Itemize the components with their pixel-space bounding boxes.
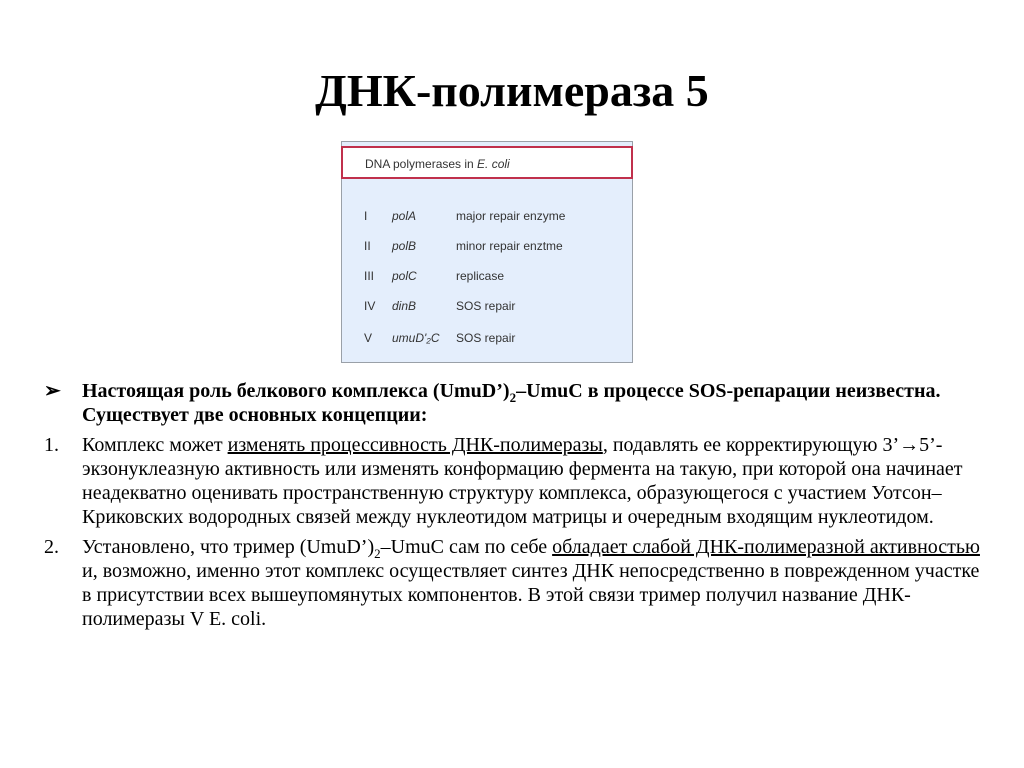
slide-title: ДНК-полимераза 5 bbox=[315, 65, 709, 116]
list-item-2 bbox=[44, 535, 989, 631]
figure-header-prefix: DNA polymerases in bbox=[365, 157, 478, 171]
subscript: 2 bbox=[374, 546, 381, 561]
row-gene: polB bbox=[392, 239, 417, 253]
list-number: 1. bbox=[44, 434, 59, 456]
row-number: I bbox=[364, 209, 368, 223]
arrow-bullet-icon: ➢ bbox=[44, 380, 61, 402]
bullet-intro bbox=[44, 379, 989, 427]
figure-header-species: E. coli bbox=[477, 157, 510, 171]
row-number: IV bbox=[364, 299, 376, 313]
item-text: –UmuC сам по себе bbox=[380, 536, 553, 558]
row-description: SOS repair bbox=[456, 331, 516, 345]
bullet-text-part2: –UmuC в процессе SOS-репарации неизвестна. Существует две основных концепции: bbox=[82, 380, 941, 426]
row-gene: umuD'₂C bbox=[392, 331, 440, 345]
row-gene: polC bbox=[392, 269, 417, 283]
item-underlined-text: изменять процессивность ДНК-полимеразы bbox=[227, 434, 603, 456]
list-item-1 bbox=[44, 433, 989, 529]
item-underlined-text: обладает слабой ДНК-полимеразной активностью bbox=[552, 536, 980, 558]
row-number: II bbox=[364, 239, 371, 253]
bullet-text-part1: Настоящая роль белкового комплекса (UmuD’) bbox=[82, 380, 510, 402]
subscript: 2 bbox=[509, 390, 517, 405]
row-description: major repair enzyme bbox=[456, 209, 566, 223]
figure-header bbox=[341, 146, 633, 179]
item-text: Комплекс может bbox=[82, 434, 228, 456]
row-description: SOS repair bbox=[456, 299, 516, 313]
row-gene: polA bbox=[392, 209, 417, 223]
item-text: Установлено, что тример (UmuD’) bbox=[82, 536, 375, 558]
row-number: V bbox=[364, 331, 373, 345]
slide-body bbox=[44, 379, 989, 637]
row-description: minor repair enztme bbox=[456, 239, 563, 253]
dna-polymerases-figure bbox=[341, 141, 633, 363]
row-number: III bbox=[364, 269, 375, 283]
list-number: 2. bbox=[44, 536, 59, 558]
row-description: replicase bbox=[456, 269, 505, 283]
figure-header-text bbox=[365, 157, 510, 171]
item-text: и, возможно, именно этот комплекс осуществляет синтез ДНК непосредственно в поврежденном участке в присутствии всех вышеупомянутых компонентов. В этой связи тример получил название ДНК-полимеразы V E. coli. bbox=[82, 560, 980, 630]
item-text: , подавлять ее корректирующую 3’→5’-экзонуклеазную активность или изменять конформацию фермента на такую, при которой она начинает неадекватно оценивать пространственную структуру комплекса, образующегося с участием Уотсон–Криковских водородных связей между нуклеотидом матрицы и очередным входящим нуклеотидом. bbox=[82, 434, 963, 528]
row-gene: dinB bbox=[392, 299, 417, 313]
